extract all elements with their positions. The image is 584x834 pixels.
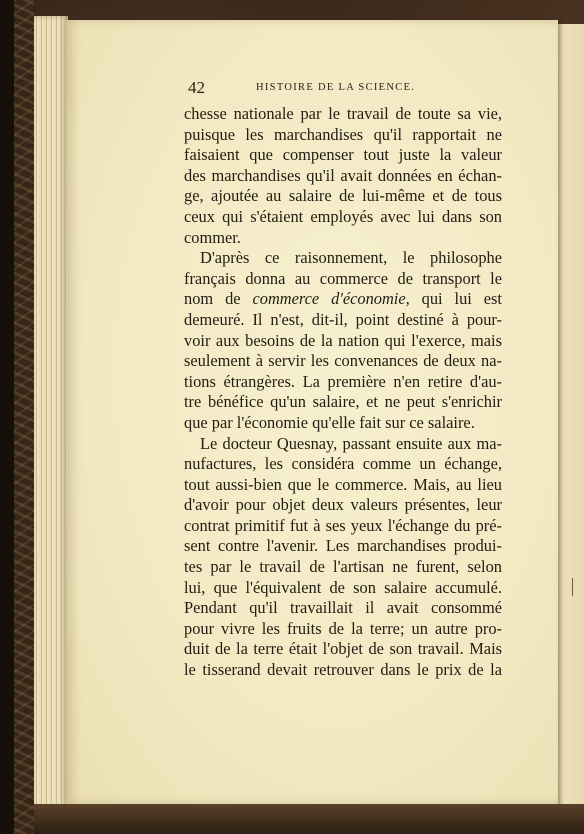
text-line: voir aux besoins de la nation qui l'exerce, mais bbox=[184, 330, 502, 350]
text-fragment: nom de bbox=[184, 289, 253, 309]
text-line-with-italic bbox=[184, 289, 502, 310]
right-page-edge bbox=[556, 24, 584, 804]
text-line: lui, que l'équivalent de son salaire accumulé. bbox=[184, 577, 502, 597]
text-line: tout aussi-bien que le commerce. Mais, au lieu bbox=[184, 474, 502, 494]
page-edge-mark bbox=[572, 578, 573, 596]
text-line: nufactures, les considéra comme un échange, bbox=[184, 454, 502, 474]
text-line: français donna au commerce de transport le bbox=[184, 268, 502, 288]
text-line: tre bénéfice qu'un salaire, et ne peut s'enrichir bbox=[184, 392, 502, 412]
bottom-cover-edge bbox=[34, 804, 584, 834]
text-line: Le docteur Quesnay, passant ensuite aux ma- bbox=[200, 433, 502, 453]
text-line: ge, ajoutée au salaire de lui-même et de tous bbox=[184, 186, 502, 206]
text-line: D'après ce raisonnement, le philosophe bbox=[200, 248, 502, 268]
text-line: demeuré. Il n'est, dit-il, point destiné à pour- bbox=[184, 309, 502, 329]
page-body-text bbox=[184, 104, 502, 681]
page-number: 42 bbox=[188, 78, 205, 97]
text-line: ceux qui s'étaient employés avec lui dans son bbox=[184, 206, 502, 226]
stacked-page-edges bbox=[34, 16, 68, 816]
text-line: tions étrangères. La première n'en retire d'au- bbox=[184, 371, 502, 391]
text-line: tes par le travail de l'artisan ne furent, selon bbox=[184, 557, 502, 577]
italic-term: commerce d'économie bbox=[252, 289, 406, 309]
text-line: des marchandises qu'il avait données en échan- bbox=[184, 165, 502, 185]
text-line: contrat primitif fut à ses yeux l'échange du pré- bbox=[184, 515, 502, 535]
text-line: faisaient que compenser tout juste la valeur bbox=[184, 145, 502, 165]
text-line: sent contre l'avenir. Les marchandises produi- bbox=[184, 536, 502, 556]
text-line: seulement à servir les convenances de deux na- bbox=[184, 351, 502, 371]
text-line: puisque les marchandises qu'il rapportait ne bbox=[184, 124, 502, 144]
page-header bbox=[188, 78, 498, 102]
running-head: HISTOIRE DE LA SCIENCE. bbox=[256, 82, 416, 93]
text-fragment: , qui lui est bbox=[405, 289, 502, 309]
text-line: duit de la terre était l'objet de son travail. Mais bbox=[184, 639, 502, 659]
book-spine-shadow bbox=[0, 0, 14, 834]
text-line: chesse nationale par le travail de toute sa vie, bbox=[184, 104, 502, 123]
text-line: le tisserand devait retrouver dans le prix de la bbox=[184, 660, 502, 680]
text-line: Pendant qu'il travaillait il avait consommé bbox=[184, 598, 502, 618]
text-line: que par l'économie qu'elle fait sur ce salaire. bbox=[184, 412, 475, 432]
text-line: pour vivre les fruits de la terre; un autre pro- bbox=[184, 618, 502, 638]
text-line: d'avoir pour objet deux valeurs présentes, leur bbox=[184, 495, 502, 515]
text-line: commer. bbox=[184, 227, 241, 247]
